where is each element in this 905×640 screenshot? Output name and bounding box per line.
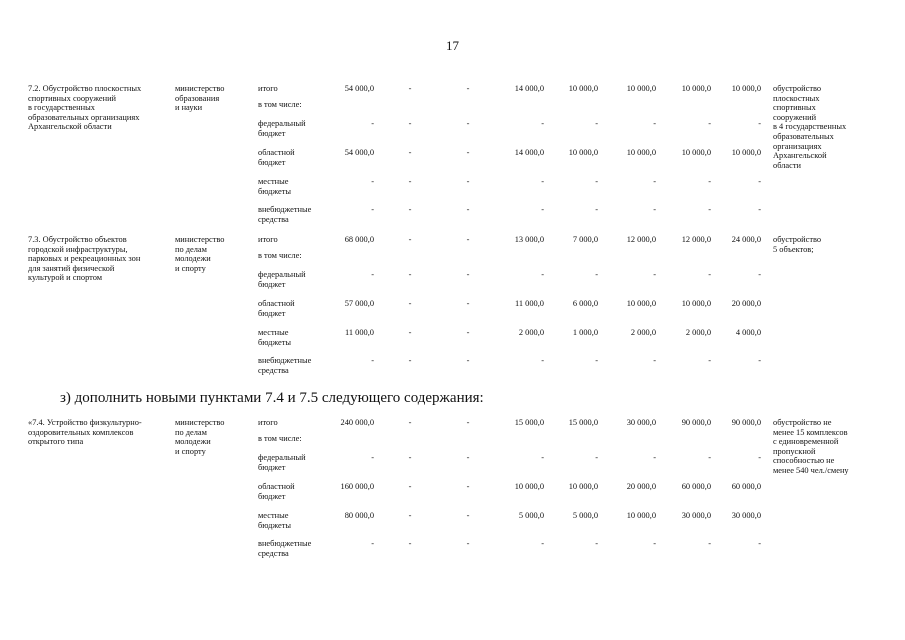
table-cell-value: 14 000,0 <box>514 84 544 93</box>
table-cell-value: - <box>371 205 374 214</box>
table-cell-value: - <box>708 453 711 462</box>
table-cell-value: 20 000,0 <box>731 299 761 308</box>
table-cell-value: - <box>408 235 412 244</box>
table-cell-value: 24 000,0 <box>731 235 761 244</box>
table-cell-value: 10 000,0 <box>568 482 598 491</box>
table-cell-value: 68 000,0 <box>344 235 374 244</box>
table-cell-value: 7 000,0 <box>572 235 598 244</box>
table-cell-value: - <box>653 205 656 214</box>
responsible-ministry: министерство по делам молодежи и спорту <box>175 418 225 456</box>
expected-result: обустройство не менее 15 комплексов с единовременной пропускной способностью не менее 540 чел./смену <box>773 418 849 475</box>
table-cell-value: - <box>371 356 374 365</box>
table-cell-value: - <box>466 356 470 365</box>
funding-source-label: местные бюджеты <box>258 328 292 347</box>
table-cell-value: - <box>466 177 470 186</box>
table-cell-value: 12 000,0 <box>626 235 656 244</box>
table-cell-value: - <box>408 539 412 548</box>
table-cell-value: - <box>466 482 470 491</box>
funding-source-label: местные бюджеты <box>258 177 292 196</box>
table-cell-value: - <box>408 482 412 491</box>
funding-source-label: внебюджетные средства <box>258 356 312 375</box>
funding-source-label: итого <box>258 84 278 93</box>
table-cell-value: - <box>408 328 412 337</box>
table-cell-value: - <box>653 270 656 279</box>
table-cell-value: - <box>595 539 598 548</box>
responsible-ministry: министерство образования и науки <box>175 84 225 113</box>
table-cell-value: 5 000,0 <box>518 511 544 520</box>
table-cell-value: - <box>541 119 544 128</box>
table-cell-value: - <box>408 270 412 279</box>
table-cell-value: - <box>466 84 470 93</box>
table-cell-value: - <box>408 205 412 214</box>
table-cell-value: 54 000,0 <box>344 84 374 93</box>
funding-source-label: в том числе: <box>258 434 302 443</box>
table-cell-value: 90 000,0 <box>681 418 711 427</box>
table-cell-value: - <box>466 148 470 157</box>
table-cell-value: 10 000,0 <box>731 84 761 93</box>
table-cell-value: - <box>371 119 374 128</box>
table-cell-value: 57 000,0 <box>344 299 374 308</box>
table-cell-value: 14 000,0 <box>514 148 544 157</box>
table-cell-value: 2 000,0 <box>630 328 656 337</box>
table-cell-value: 12 000,0 <box>681 235 711 244</box>
table-cell-value: - <box>595 119 598 128</box>
table-cell-value: - <box>541 205 544 214</box>
funding-source-label: внебюджетные средства <box>258 539 312 558</box>
table-cell-value: 15 000,0 <box>514 418 544 427</box>
table-cell-value: - <box>466 539 470 548</box>
table-cell-value: 10 000,0 <box>626 84 656 93</box>
table-cell-value: 20 000,0 <box>626 482 656 491</box>
funding-source-label: областной бюджет <box>258 299 295 318</box>
table-cell-value: 10 000,0 <box>514 482 544 491</box>
funding-source-label: областной бюджет <box>258 148 295 167</box>
table-cell-value: 11 000,0 <box>514 299 544 308</box>
table-cell-value: - <box>466 511 470 520</box>
table-cell-value: 5 000,0 <box>572 511 598 520</box>
table-cell-value: 30 000,0 <box>681 511 711 520</box>
responsible-ministry: министерство по делам молодежи и спорту <box>175 235 225 273</box>
table-cell-value: - <box>653 356 656 365</box>
table-cell-value: - <box>408 84 412 93</box>
table-cell-value: - <box>541 177 544 186</box>
funding-source-label: внебюджетные средства <box>258 205 312 224</box>
table-cell-value: 4 000,0 <box>735 328 761 337</box>
amendment-heading: з) дополнить новыми пунктами 7.4 и 7.5 следующего содержания: <box>60 390 484 406</box>
table-cell-value: - <box>653 119 656 128</box>
table-cell-value: - <box>371 177 374 186</box>
table-cell-value: 54 000,0 <box>344 148 374 157</box>
table-cell-value: 6 000,0 <box>572 299 598 308</box>
table-cell-value: - <box>708 270 711 279</box>
table-cell-value: - <box>758 119 761 128</box>
funding-source-label: в том числе: <box>258 100 302 109</box>
table-cell-value: - <box>408 356 412 365</box>
table-cell-value: 2 000,0 <box>685 328 711 337</box>
table-cell-value: - <box>371 453 374 462</box>
table-cell-value: - <box>541 539 544 548</box>
table-cell-value: - <box>653 177 656 186</box>
table-cell-value: 10 000,0 <box>626 148 656 157</box>
table-cell-value: - <box>708 539 711 548</box>
table-cell-value: - <box>408 177 412 186</box>
funding-source-label: федеральный бюджет <box>258 453 306 472</box>
table-cell-value: 240 000,0 <box>340 418 374 427</box>
funding-source-label: федеральный бюджет <box>258 119 306 138</box>
table-cell-value: - <box>371 539 374 548</box>
funding-source-label: итого <box>258 418 278 427</box>
table-cell-value: 10 000,0 <box>626 299 656 308</box>
table-cell-value: - <box>408 511 412 520</box>
table-cell-value: - <box>708 177 711 186</box>
table-cell-value: - <box>708 356 711 365</box>
table-cell-value: 60 000,0 <box>731 482 761 491</box>
table-cell-value: - <box>408 418 412 427</box>
table-cell-value: - <box>541 356 544 365</box>
table-cell-value: - <box>595 453 598 462</box>
table-cell-value: - <box>653 453 656 462</box>
table-cell-value: - <box>758 205 761 214</box>
table-cell-value: 10 000,0 <box>681 299 711 308</box>
table-cell-value: - <box>408 119 412 128</box>
expected-result: обустройство плоскостных спортивных сооружений в 4 государственных образовательных организациях Архангельской области <box>773 84 847 170</box>
table-cell-value: - <box>408 299 412 308</box>
funding-source-label: в том числе: <box>258 251 302 260</box>
table-cell-value: - <box>708 205 711 214</box>
funding-source-label: областной бюджет <box>258 482 295 501</box>
item-description: 7.3. Обустройство объектов городской инфраструктуры, парковых и рекреационных зон для занятий физической культурой и спортом <box>28 235 141 283</box>
table-cell-value: - <box>466 418 470 427</box>
table-cell-value: - <box>595 205 598 214</box>
item-description: 7.2. Обустройство плоскостных спортивных сооружений в государственных образовательных организациях Архангельской области <box>28 84 142 132</box>
page-number: 17 <box>446 38 459 53</box>
table-cell-value: 10 000,0 <box>568 148 598 157</box>
table-cell-value: - <box>758 270 761 279</box>
table-cell-value: 2 000,0 <box>518 328 544 337</box>
table-cell-value: - <box>371 270 374 279</box>
table-cell-value: - <box>466 205 470 214</box>
table-cell-value: - <box>466 235 470 244</box>
funding-source-label: федеральный бюджет <box>258 270 306 289</box>
table-cell-value: 60 000,0 <box>681 482 711 491</box>
table-cell-value: - <box>466 119 470 128</box>
table-cell-value: - <box>541 270 544 279</box>
table-cell-value: - <box>466 453 470 462</box>
table-cell-value: 1 000,0 <box>572 328 598 337</box>
table-cell-value: - <box>595 177 598 186</box>
table-cell-value: - <box>595 270 598 279</box>
table-cell-value: - <box>408 453 412 462</box>
table-cell-value: 11 000,0 <box>344 328 374 337</box>
table-cell-value: - <box>466 270 470 279</box>
table-cell-value: 13 000,0 <box>514 235 544 244</box>
table-cell-value: - <box>653 539 656 548</box>
expected-result: обустройство 5 объектов; <box>773 235 822 254</box>
table-cell-value: 30 000,0 <box>731 511 761 520</box>
table-cell-value: - <box>708 119 711 128</box>
table-cell-value: - <box>541 453 544 462</box>
table-cell-value: 15 000,0 <box>568 418 598 427</box>
table-cell-value: 80 000,0 <box>344 511 374 520</box>
table-cell-value: 10 000,0 <box>731 148 761 157</box>
table-cell-value: 10 000,0 <box>568 84 598 93</box>
funding-source-label: местные бюджеты <box>258 511 292 530</box>
item-description: «7.4. Устройство физкультурно- оздоровительных комплексов открытого типа <box>28 418 142 447</box>
table-cell-value: 10 000,0 <box>626 511 656 520</box>
table-cell-value: - <box>758 177 761 186</box>
table-cell-value: - <box>595 356 598 365</box>
table-cell-value: 10 000,0 <box>681 148 711 157</box>
table-cell-value: - <box>408 148 412 157</box>
table-cell-value: - <box>758 356 761 365</box>
table-cell-value: - <box>758 453 761 462</box>
table-cell-value: - <box>466 299 470 308</box>
table-cell-value: - <box>466 328 470 337</box>
table-cell-value: 160 000,0 <box>340 482 374 491</box>
table-cell-value: 90 000,0 <box>731 418 761 427</box>
table-cell-value: 30 000,0 <box>626 418 656 427</box>
funding-source-label: итого <box>258 235 278 244</box>
table-cell-value: 10 000,0 <box>681 84 711 93</box>
table-cell-value: - <box>758 539 761 548</box>
